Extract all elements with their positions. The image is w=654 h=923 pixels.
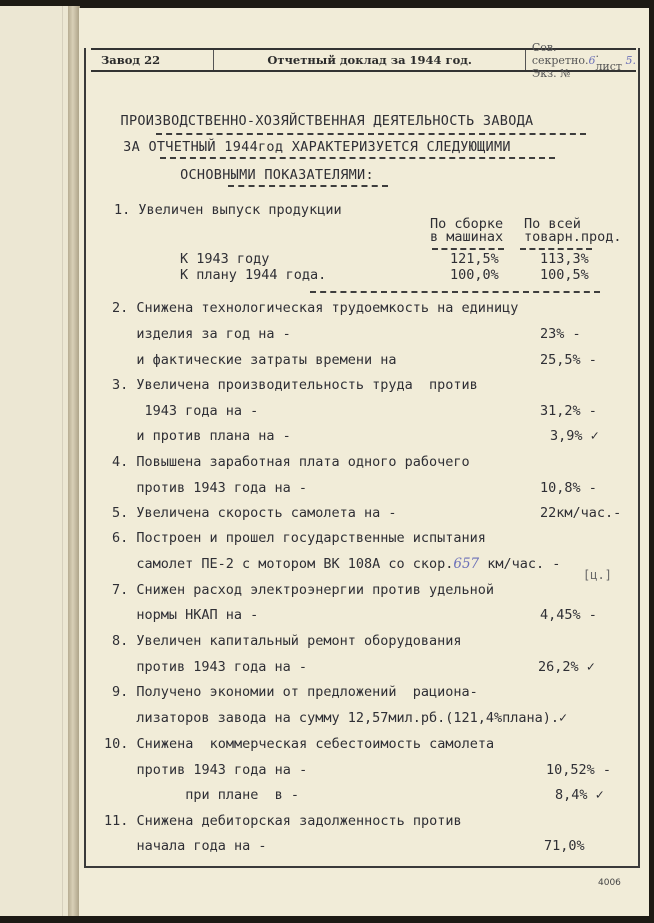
item-8-l1: 8. Увеличен капитальный ремонт оборудования — [112, 633, 462, 649]
item-3-l3: и против плана на - — [112, 428, 291, 444]
item-2-v3: 25,5% - — [540, 352, 597, 368]
item-7-l1: 7. Снижен расход электроэнергии против удельной — [112, 582, 495, 598]
margin-note: [ц.] — [583, 568, 612, 582]
sheet-number: 5. — [625, 53, 636, 67]
heading-line-1: ПРОИЗВОДСТВЕННО-ХОЗЯЙСТВЕННАЯ ДЕЯТЕЛЬНОСТЬ ЗАВОДА — [120, 113, 534, 129]
archive-stamp: 4006 — [598, 878, 621, 888]
item-5-l1: 5. Увеличена скорость самолета на - — [112, 505, 397, 521]
col2-header-l1: По всей — [524, 216, 581, 232]
item-3-v2: 31,2% - — [540, 403, 597, 419]
heading-line-2: ЗА ОТЧЕТНЫЙ 1944год ХАРАКТЕРИЗУЕТСЯ СЛЕДУЮЩИМИ — [123, 139, 511, 155]
item-11-v2: 71,0% — [544, 838, 585, 854]
row-1943-v1: 121,5% — [450, 251, 499, 267]
item-7-l2: нормы НКАП на - — [112, 607, 259, 623]
col1-header-l2: в машинах — [430, 229, 504, 245]
item-9-l1: 9. Получено экономии от предложений рациона- — [112, 684, 478, 700]
item-10-v2: 10,52% - — [546, 762, 612, 778]
item-2-l2: изделия за год на - — [112, 326, 291, 342]
item-7-v2: 4,45% - — [540, 607, 597, 623]
item-4-v2: 10,8% - — [540, 480, 597, 496]
report-title: Отчетный доклад за 1944 год. — [214, 50, 525, 70]
col1-header-l1: По сборке — [430, 216, 504, 232]
item-9-l2: лизаторов завода на сумму 12,57мил.рб.(121,4%плана).✓ — [112, 710, 568, 726]
item-2-v2: 23% - — [540, 326, 581, 342]
document-header — [91, 40, 636, 80]
item-3-l1: 3. Увеличена производительность труда против — [112, 377, 478, 393]
item-2-l3: и фактические затраты времени на — [112, 352, 397, 368]
item-10-l1: 10. Снижена коммерческая себестоимость самолета — [104, 736, 495, 752]
item-8-l2: против 1943 года на - — [112, 659, 308, 675]
heading-line-3: ОСНОВНЫМИ ПОКАЗАТЕЛЯМИ: — [180, 167, 374, 183]
item-2-l1: 2. Снижена технологическая трудоемкость на единицу — [112, 300, 519, 316]
item-8-v2: 26,2% ✓ — [538, 659, 595, 675]
row-plan-v1: 100,0% — [450, 267, 499, 283]
row-plan-label: К плану 1944 года. — [180, 267, 327, 283]
row-plan-v2: 100,5% — [540, 267, 589, 283]
speed-handwritten: 657 — [453, 556, 480, 572]
secrecy-label: Сов. секретно. Экз. № 6 . лист 5. — [531, 40, 636, 80]
copy-number: 6 — [588, 53, 596, 67]
item-6-l1: 6. Построен и прошел государственные испытания — [112, 530, 486, 546]
item-3-v3: 3,9% ✓ — [550, 428, 599, 444]
item-10-l2: против 1943 года на - — [104, 762, 308, 778]
item-11-l1: 11. Снижена дебиторская задолженность против — [104, 813, 462, 829]
row-1943-v2: 113,3% — [540, 251, 589, 267]
item-6-l2: самолет ПЕ-2 с мотором ВК 108А со скор.657 км/час. - — [112, 556, 561, 572]
item-10-v3: 8,4% ✓ — [555, 787, 604, 803]
item-11-l2: начала года на - — [104, 838, 267, 854]
row-1943-label: К 1943 году — [180, 251, 270, 267]
col2-header-l2: товарн.прод. — [524, 229, 622, 245]
item-10-l3: при плане в - — [104, 787, 300, 803]
item-4-l1: 4. Повышена заработная плата одного рабочего — [112, 454, 470, 470]
factory-label: Завод 22 — [91, 50, 214, 70]
item-1-text: 1. Увеличен выпуск продукции — [114, 202, 342, 218]
item-3-l2: 1943 года на - — [112, 403, 259, 419]
item-5-v1: 22км/час.- — [540, 505, 622, 521]
item-4-l2: против 1943 года на - — [112, 480, 308, 496]
